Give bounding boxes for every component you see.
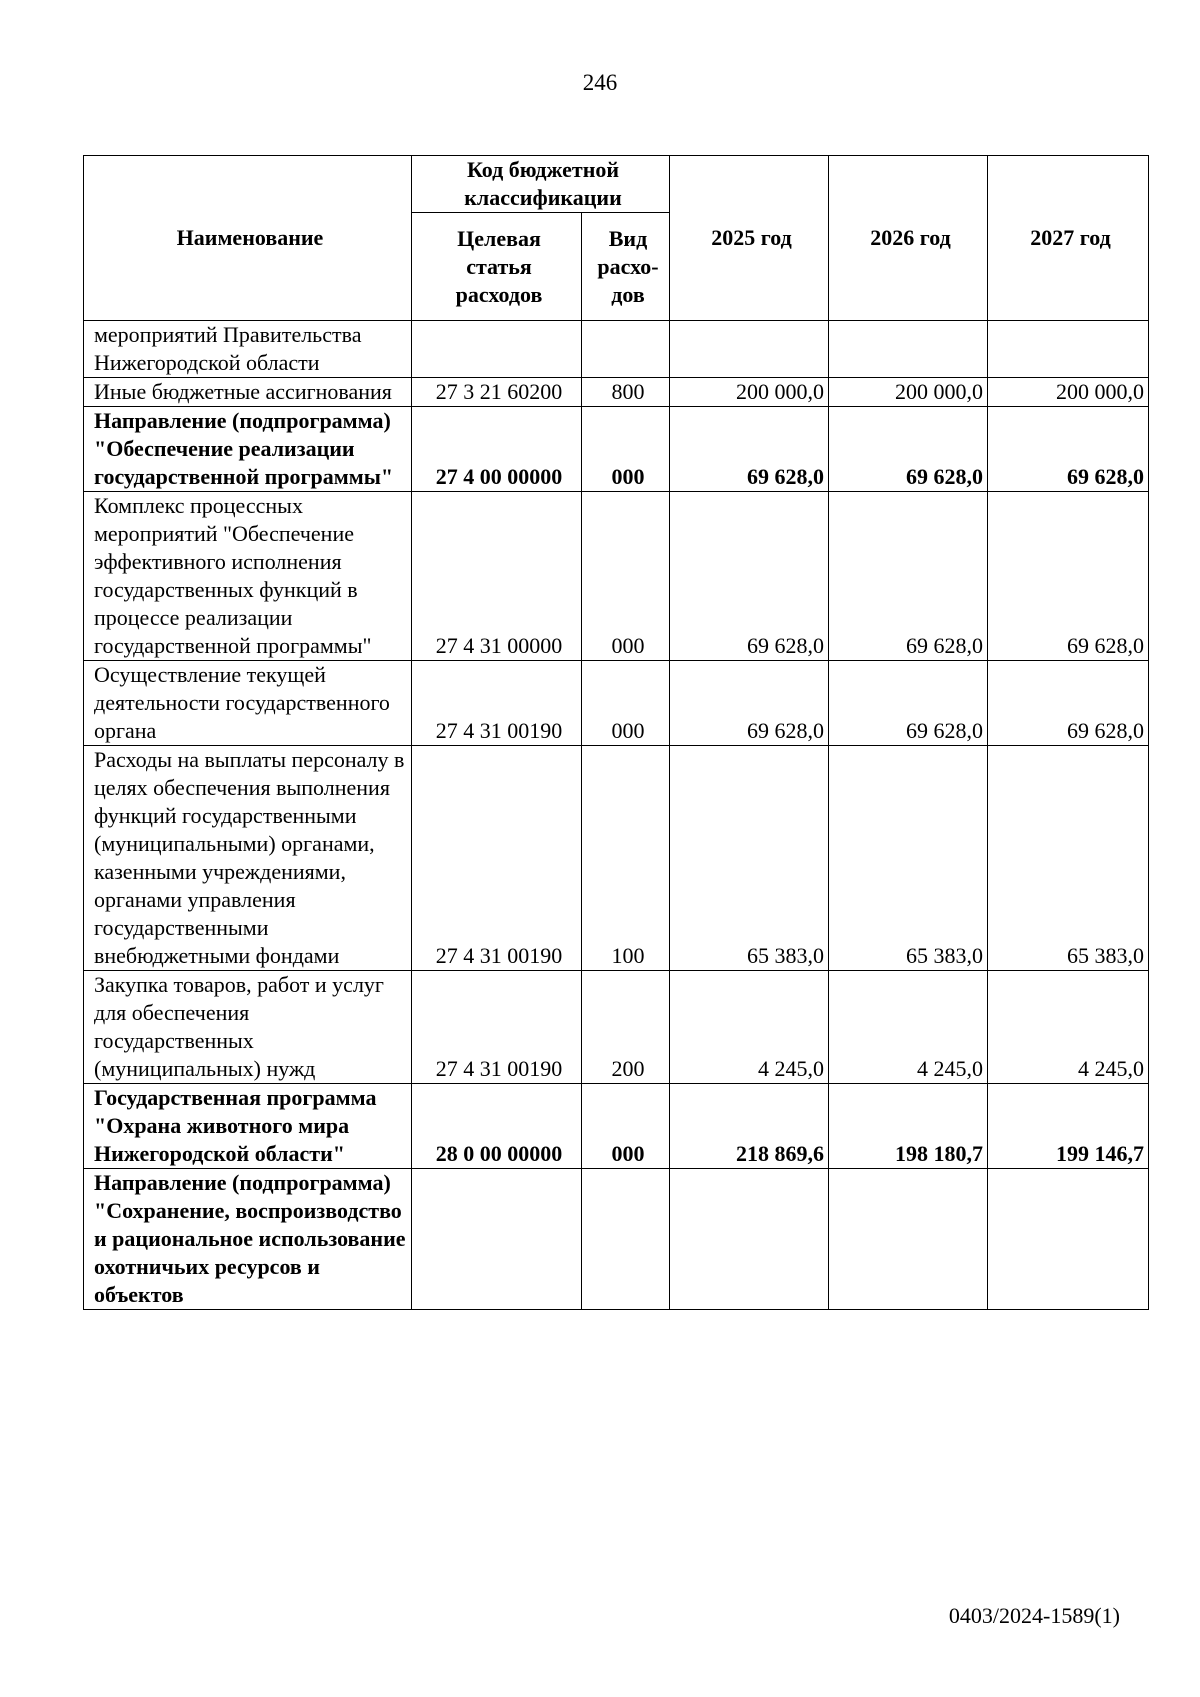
cell-2027: 69 628,0 (988, 661, 1149, 746)
table-row (84, 1169, 1149, 1310)
header-2027: 2027 год (988, 156, 1149, 321)
cell-2025: 200 000,0 (670, 378, 829, 407)
cell-2026 (829, 321, 988, 378)
cell-2025 (670, 321, 829, 378)
cell-2027: 69 628,0 (988, 492, 1149, 661)
table-body (84, 321, 1149, 1310)
cell-expense-type: 000 (582, 492, 670, 661)
table-row (84, 492, 1149, 661)
cell-2025: 65 383,0 (670, 746, 829, 971)
cell-2027: 199 146,7 (988, 1084, 1149, 1169)
cell-expense-type: 800 (582, 378, 670, 407)
table-row (84, 321, 1149, 378)
document-code: 0403/2024-1589(1) (948, 1603, 1120, 1628)
cell-name: Осуществление текущей деятельности государственного органа (84, 661, 412, 746)
cell-2026: 200 000,0 (829, 378, 988, 407)
table-row (84, 1084, 1149, 1169)
cell-2027: 4 245,0 (988, 971, 1149, 1084)
cell-target-article: 27 4 31 00000 (412, 492, 582, 661)
header-2026: 2026 год (829, 156, 988, 321)
table-row (84, 407, 1149, 492)
cell-name: Иные бюджетные ассигнования (84, 378, 412, 407)
cell-2025: 69 628,0 (670, 407, 829, 492)
table-row (84, 661, 1149, 746)
cell-target-article (412, 1169, 582, 1310)
cell-name: Направление (подпрограмма) "Обеспечение реализации государственной программы" (84, 407, 412, 492)
cell-name: Расходы на выплаты персоналу в целях обеспечения выполнения функций государственными (муниципальными) органами, казенными учреждениями, органами управления государственными внебюджетными фондами (84, 746, 412, 971)
cell-expense-type (582, 1169, 670, 1310)
page-number: 246 (582, 70, 618, 95)
cell-2026: 69 628,0 (829, 492, 988, 661)
cell-target-article: 27 3 21 60200 (412, 378, 582, 407)
table-row (84, 746, 1149, 971)
cell-name: Закупка товаров, работ и услуг для обеспечения государственных (муниципальных) нужд (84, 971, 412, 1084)
cell-target-article: 27 4 00 00000 (412, 407, 582, 492)
cell-2027: 69 628,0 (988, 407, 1149, 492)
cell-name: мероприятий Правительства Нижегородской области (84, 321, 412, 378)
cell-2025 (670, 1169, 829, 1310)
header-code-group: Код бюджетной классификации (412, 156, 670, 213)
cell-2025: 218 869,6 (670, 1084, 829, 1169)
cell-expense-type: 000 (582, 407, 670, 492)
cell-expense-type: 200 (582, 971, 670, 1084)
cell-2027: 200 000,0 (988, 378, 1149, 407)
cell-2025: 69 628,0 (670, 492, 829, 661)
budget-table (83, 155, 1149, 1310)
header-2025: 2025 год (670, 156, 829, 321)
cell-target-article: 27 4 31 00190 (412, 971, 582, 1084)
cell-2026: 69 628,0 (829, 407, 988, 492)
cell-name: Комплекс процессных мероприятий "Обеспечение эффективного исполнения государственных функций в процессе реализации государственной программы" (84, 492, 412, 661)
header-expense-type: Вид расхо-дов (582, 213, 670, 321)
table-row (84, 378, 1149, 407)
header-name: Наименование (84, 156, 412, 321)
table-row (84, 971, 1149, 1084)
header-target-article: Целевая статья расходов (412, 213, 582, 321)
cell-name: Государственная программа "Охрана животного мира Нижегородской области" (84, 1084, 412, 1169)
cell-name: Направление (подпрограмма) "Сохранение, воспроизводство и рациональное использование охотничьих ресурсов и объектов (84, 1169, 412, 1310)
cell-2025: 69 628,0 (670, 661, 829, 746)
cell-expense-type: 000 (582, 661, 670, 746)
table-header (84, 156, 1149, 321)
cell-expense-type: 000 (582, 1084, 670, 1169)
cell-2027 (988, 1169, 1149, 1310)
cell-target-article: 27 4 31 00190 (412, 746, 582, 971)
cell-2027: 65 383,0 (988, 746, 1149, 971)
cell-2027 (988, 321, 1149, 378)
cell-2026: 4 245,0 (829, 971, 988, 1084)
cell-target-article: 28 0 00 00000 (412, 1084, 582, 1169)
cell-target-article (412, 321, 582, 378)
cell-target-article: 27 4 31 00190 (412, 661, 582, 746)
cell-expense-type (582, 321, 670, 378)
cell-2026: 65 383,0 (829, 746, 988, 971)
cell-2026 (829, 1169, 988, 1310)
cell-2026: 69 628,0 (829, 661, 988, 746)
cell-expense-type: 100 (582, 746, 670, 971)
cell-2026: 198 180,7 (829, 1084, 988, 1169)
cell-2025: 4 245,0 (670, 971, 829, 1084)
